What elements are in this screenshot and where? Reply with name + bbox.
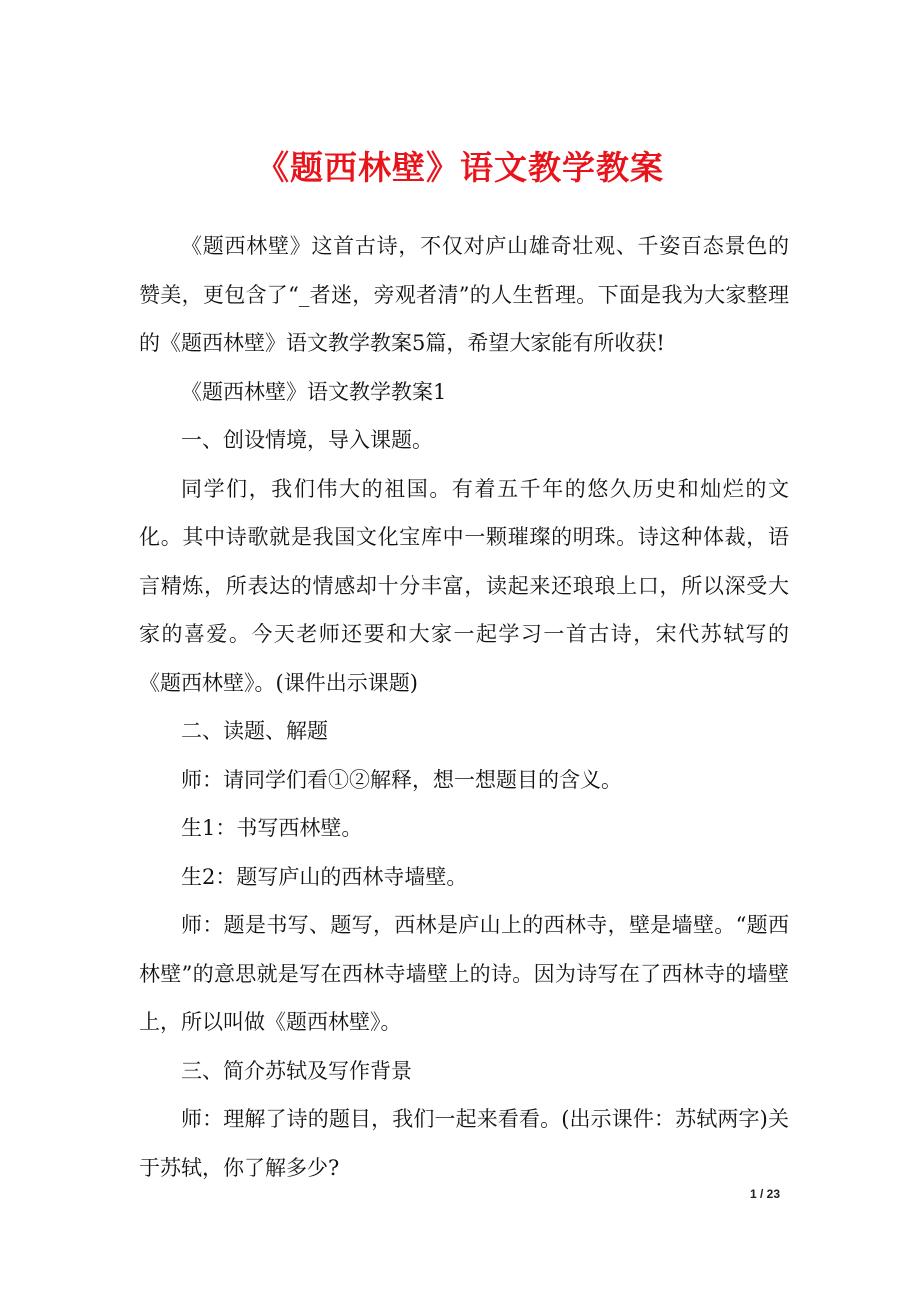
page-number: 1 / 23 — [749, 1187, 780, 1201]
step-heading: 三、简介苏轼及写作背景 — [181, 1058, 412, 1083]
document-title: 《题西林壁》语文教学教案 — [256, 148, 664, 187]
body-paragraph: 生2：题写庐山的西林寺墙壁。 — [181, 864, 468, 889]
section-heading: 《题西林壁》语文教学教案1 — [181, 379, 447, 404]
step-heading: 二、读题、解题 — [181, 719, 328, 743]
body-paragraph: 师：请同学们看①②解释，想一想题目的含义。 — [181, 767, 622, 792]
body-paragraph: 师：题是书写、题写，西林是庐山上的西林寺，壁是墙壁。“题西林壁”的意思就是写在西林寺墙壁上的诗。因为诗写在了西林寺的墙壁上，所以叫做《题西林壁》。 — [139, 913, 789, 1034]
step-heading: 一、创设情境，导入课题。 — [181, 428, 433, 452]
body-paragraph: 师：理解了诗的题目，我们一起来看看。(出示课件：苏轼两字)关于苏轼，你了解多少? — [139, 1107, 789, 1180]
intro-paragraph: 《题西林壁》这首古诗，不仅对庐山雄奇壮观、千姿百态景色的赞美，更包含了“_者迷，旁观者清”的人生哲理。下面是我为大家整理的《题西林壁》语文教学教案5篇，希望大家能有所收获! — [139, 234, 789, 355]
body-paragraph: 生1：书写西林壁。 — [181, 816, 363, 840]
document-body — [139, 222, 789, 1192]
body-paragraph: 同学们，我们伟大的祖国。有着五千年的悠久历史和灿烂的文化。其中诗歌就是我国文化宝库中一颗璀璨的明珠。诗这种体裁，语言精炼，所表达的情感却十分丰富，读起来还琅琅上口，所以深受大家的喜爱。今天老师还要和大家一起学习一首古诗，宋代苏轼写的《题西林壁》。(课件出示课题) — [139, 476, 789, 695]
